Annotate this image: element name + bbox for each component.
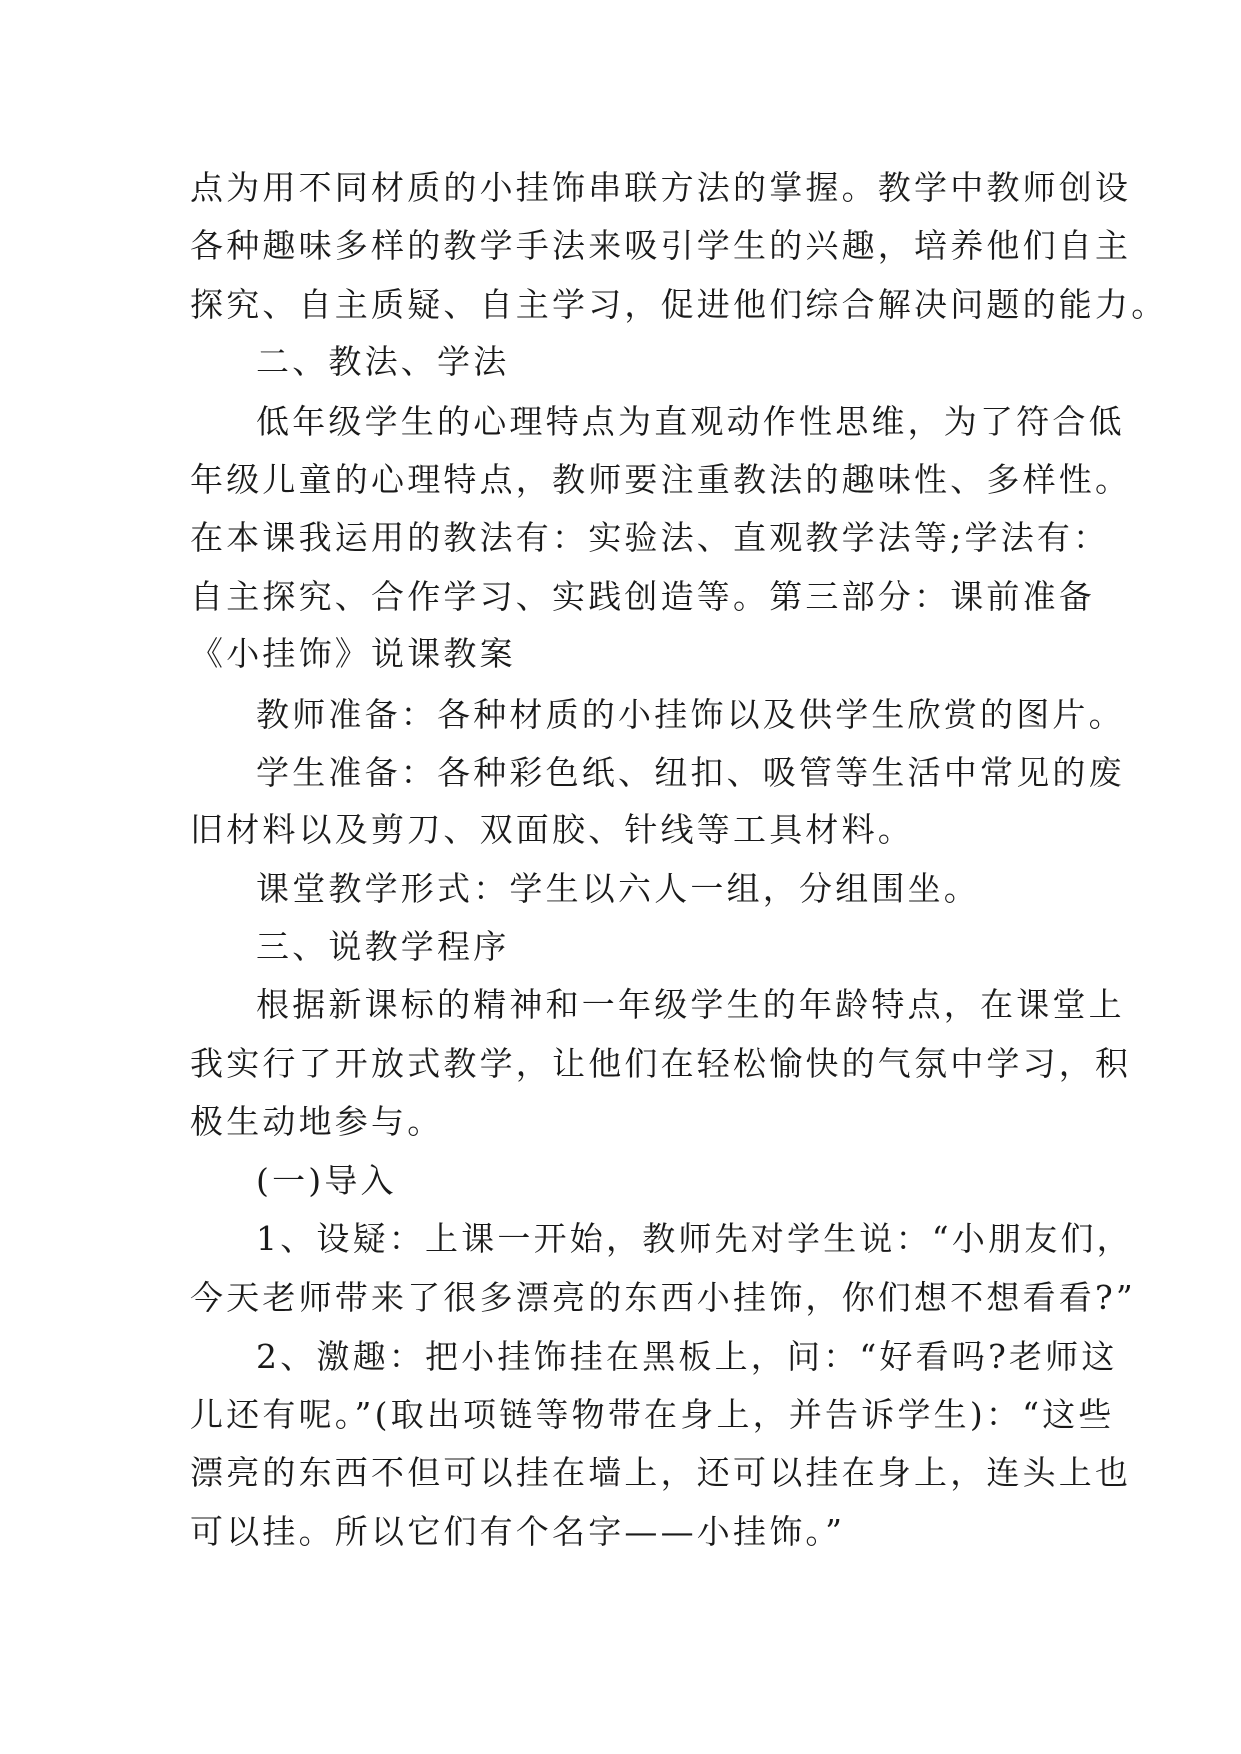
text-line: 1、设疑：上课一开始，教师先对学生说：“小朋友们，: [256, 1219, 1133, 1258]
text-line: 学生准备：各种彩色纸、纽扣、吸管等生活中常见的废: [256, 753, 1125, 792]
text-line: 我实行了开放式教学，让他们在轻松愉快的气氛中学习，积: [190, 1044, 1132, 1083]
subsection-heading: (一)导入: [256, 1161, 397, 1200]
text-line: 在本课我运用的教法有：实验法、直观教学法等;学法有：: [190, 518, 1110, 557]
text-line: 低年级学生的心理特点为直观动作性思维，为了符合低: [256, 402, 1125, 441]
section-heading: 三、说教学程序: [256, 927, 510, 966]
text-line: 探究、自主质疑、自主学习，促进他们综合解决问题的能力。: [190, 285, 1168, 324]
text-line: 极生动地参与。: [190, 1102, 444, 1141]
text-line: 点为用不同材质的小挂饰串联方法的掌握。教学中教师创设: [190, 168, 1132, 207]
text-line: 各种趣味多样的教学手法来吸引学生的兴趣，培养他们自主: [190, 226, 1132, 265]
text-line: 可以挂。所以它们有个名字——小挂饰。”: [190, 1512, 846, 1551]
text-line: 旧材料以及剪刀、双面胶、针线等工具材料。: [190, 810, 914, 849]
text-line: 今天老师带来了很多漂亮的东西小挂饰，你们想不想看看?”: [190, 1278, 1136, 1317]
text-line: 课堂教学形式：学生以六人一组，分组围坐。: [256, 869, 980, 908]
text-line: 年级儿童的心理特点，教师要注重教法的趣味性、多样性。: [190, 460, 1132, 499]
text-line: 自主探究、合作学习、实践创造等。第三部分：课前准备: [190, 577, 1095, 616]
text-line: 《小挂饰》说课教案: [190, 634, 516, 673]
text-line: 儿还有呢。”(取出项链等物带在身上，并告诉学生)：“这些: [190, 1395, 1115, 1434]
text-line: 漂亮的东西不但可以挂在墙上，还可以挂在身上，连头上也: [190, 1453, 1132, 1492]
section-heading: 二、教法、学法: [256, 342, 510, 381]
text-line: 根据新课标的精神和一年级学生的年龄特点，在课堂上: [256, 985, 1125, 1024]
text-line: 教师准备：各种材质的小挂饰以及供学生欣赏的图片。: [256, 695, 1125, 734]
text-line: 2、激趣：把小挂饰挂在黑板上，问：“好看吗?老师这: [256, 1337, 1118, 1376]
